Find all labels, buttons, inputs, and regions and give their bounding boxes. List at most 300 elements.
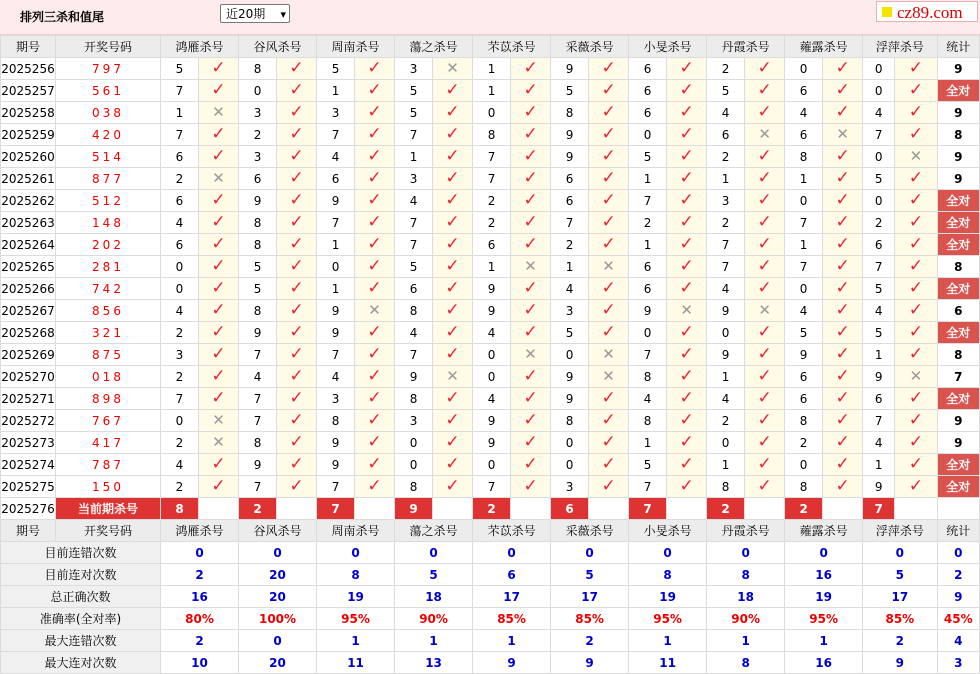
stat-cell: 全对	[937, 212, 979, 234]
check-icon: ✓	[211, 256, 226, 276]
check-icon: ✓	[211, 366, 226, 386]
kill-number-cell: 5	[239, 278, 277, 300]
kill-number-cell: 6	[863, 388, 895, 410]
kill-number-cell: 4	[395, 190, 433, 212]
header-row-2	[1, 520, 980, 542]
summary-value: 17	[551, 586, 629, 608]
empty-cell	[895, 498, 937, 520]
result-mark-cell	[667, 256, 707, 278]
draw-number-cell: 148	[56, 212, 161, 234]
result-mark-cell	[667, 278, 707, 300]
kill-number-cell: 8	[785, 146, 823, 168]
kill-number-cell: 3	[551, 476, 589, 498]
check-icon: ✓	[367, 410, 382, 430]
summary-value: 0	[707, 542, 785, 564]
kill-number-cell: 6	[473, 234, 511, 256]
column-header: 丹霞杀号	[707, 36, 785, 58]
check-icon: ✓	[523, 454, 538, 474]
check-icon: ✓	[211, 146, 226, 166]
table-row	[1, 124, 980, 146]
kill-number-cell: 9	[785, 344, 823, 366]
result-mark-cell	[355, 80, 395, 102]
check-icon: ✓	[757, 278, 772, 298]
table-row	[1, 58, 980, 80]
summary-value: 13	[395, 652, 473, 674]
table-row	[1, 300, 980, 322]
result-mark-cell	[895, 432, 937, 454]
check-icon: ✓	[679, 278, 694, 298]
result-mark-cell	[895, 476, 937, 498]
empty-cell	[589, 498, 629, 520]
column-header: 丹霞杀号	[707, 520, 785, 542]
check-icon: ✓	[679, 80, 694, 100]
result-mark-cell	[277, 212, 317, 234]
check-icon: ✓	[908, 344, 923, 364]
check-icon: ✓	[601, 212, 616, 232]
check-icon: ✓	[679, 432, 694, 452]
result-mark-cell	[511, 300, 551, 322]
kill-number-cell: 1	[317, 278, 355, 300]
kill-number-cell: 1	[473, 256, 511, 278]
result-mark-cell	[823, 212, 863, 234]
check-icon: ✓	[523, 168, 538, 188]
summary-value: 20	[239, 652, 317, 674]
kill-number-cell: 4	[863, 300, 895, 322]
summary-value: 18	[395, 586, 473, 608]
check-icon: ✓	[908, 80, 923, 100]
result-mark-cell	[823, 256, 863, 278]
result-mark-cell	[355, 388, 395, 410]
result-mark-cell	[895, 366, 937, 388]
issue-cell: 2025265	[1, 256, 56, 278]
result-mark-cell	[589, 102, 629, 124]
summary-label: 最大连错次数	[1, 630, 161, 652]
cross-icon: ✕	[909, 367, 923, 385]
check-icon: ✓	[835, 190, 850, 210]
kill-number-cell: 8	[239, 432, 277, 454]
result-mark-cell	[277, 432, 317, 454]
check-icon: ✓	[835, 476, 850, 496]
issue-cell: 2025274	[1, 454, 56, 476]
result-mark-cell	[745, 190, 785, 212]
table-row	[1, 454, 980, 476]
result-mark-cell	[277, 168, 317, 190]
result-mark-cell	[355, 300, 395, 322]
summary-value: 5	[551, 564, 629, 586]
draw-number-cell: 856	[56, 300, 161, 322]
result-mark-cell	[745, 124, 785, 146]
result-mark-cell	[823, 432, 863, 454]
draw-number-cell: 767	[56, 410, 161, 432]
result-mark-cell	[511, 58, 551, 80]
table-row	[1, 168, 980, 190]
check-icon: ✓	[679, 344, 694, 364]
check-icon: ✓	[601, 58, 616, 78]
summary-value: 4	[937, 630, 979, 652]
current-kill-number: 2	[473, 498, 511, 520]
result-mark-cell	[589, 124, 629, 146]
result-mark-cell	[589, 146, 629, 168]
kill-number-cell: 5	[161, 58, 199, 80]
result-mark-cell	[667, 80, 707, 102]
summary-value: 2	[863, 630, 937, 652]
check-icon: ✓	[679, 58, 694, 78]
result-mark-cell	[667, 344, 707, 366]
kill-number-cell: 6	[629, 80, 667, 102]
result-mark-cell	[589, 234, 629, 256]
check-icon: ✓	[679, 366, 694, 386]
check-icon: ✓	[367, 476, 382, 496]
result-mark-cell	[355, 278, 395, 300]
logo-square-icon	[882, 7, 892, 17]
result-mark-cell	[745, 234, 785, 256]
kill-number-cell: 4	[629, 388, 667, 410]
draw-number-cell: 877	[56, 168, 161, 190]
summary-value: 0	[161, 542, 239, 564]
draw-number-cell: 514	[56, 146, 161, 168]
check-icon: ✓	[289, 124, 304, 144]
result-mark-cell	[433, 212, 473, 234]
check-icon: ✓	[835, 344, 850, 364]
check-icon: ✓	[908, 190, 923, 210]
check-icon: ✓	[679, 322, 694, 342]
kill-number-cell: 6	[395, 278, 433, 300]
result-mark-cell	[511, 212, 551, 234]
cross-icon: ✕	[212, 103, 225, 121]
summary-value: 0	[785, 542, 863, 564]
result-mark-cell	[895, 58, 937, 80]
current-issue-cell: 2025276	[1, 498, 56, 520]
kill-number-cell: 3	[239, 146, 277, 168]
result-mark-cell	[433, 344, 473, 366]
result-mark-cell	[433, 58, 473, 80]
result-mark-cell	[199, 58, 239, 80]
kill-number-cell: 1	[629, 234, 667, 256]
check-icon: ✓	[289, 410, 304, 430]
column-header: 芣苡杀号	[473, 36, 551, 58]
result-mark-cell	[589, 476, 629, 498]
result-mark-cell	[199, 80, 239, 102]
result-mark-cell	[199, 124, 239, 146]
summary-value: 90%	[395, 608, 473, 630]
check-icon: ✓	[835, 58, 850, 78]
column-header: 期号	[1, 520, 56, 542]
stat-cell: 9	[937, 168, 979, 190]
check-icon: ✓	[835, 366, 850, 386]
check-icon: ✓	[211, 300, 226, 320]
check-icon: ✓	[445, 322, 460, 342]
result-mark-cell	[277, 300, 317, 322]
kill-number-cell: 8	[629, 366, 667, 388]
table-row	[1, 366, 980, 388]
result-mark-cell	[895, 234, 937, 256]
result-mark-cell	[277, 234, 317, 256]
result-mark-cell	[589, 212, 629, 234]
table-row	[1, 476, 980, 498]
check-icon: ✓	[757, 190, 772, 210]
kill-number-cell: 7	[395, 124, 433, 146]
kill-number-cell: 8	[785, 410, 823, 432]
kill-number-cell: 5	[707, 80, 745, 102]
summary-label: 准确率(全对率)	[1, 608, 161, 630]
stat-cell: 全对	[937, 388, 979, 410]
stat-cell: 全对	[937, 454, 979, 476]
check-icon: ✓	[757, 80, 772, 100]
summary-value: 0	[551, 542, 629, 564]
kill-number-cell: 6	[629, 58, 667, 80]
result-mark-cell	[667, 234, 707, 256]
current-kill-label: 当前期杀号	[56, 498, 161, 520]
kill-number-cell: 7	[161, 388, 199, 410]
kill-number-cell: 9	[863, 476, 895, 498]
result-mark-cell	[511, 476, 551, 498]
kill-number-cell: 1	[863, 344, 895, 366]
kill-number-cell: 7	[863, 124, 895, 146]
result-mark-cell	[667, 146, 707, 168]
stat-cell: 9	[937, 432, 979, 454]
summary-value: 8	[707, 652, 785, 674]
issue-cell: 2025257	[1, 80, 56, 102]
summary-value: 95%	[317, 608, 395, 630]
result-mark-cell	[589, 366, 629, 388]
result-mark-cell	[355, 256, 395, 278]
check-icon: ✓	[835, 146, 850, 166]
kill-number-cell: 9	[317, 190, 355, 212]
result-mark-cell	[745, 80, 785, 102]
check-icon: ✓	[835, 454, 850, 474]
kill-number-cell: 5	[395, 80, 433, 102]
summary-value: 19	[629, 586, 707, 608]
cross-icon: ✕	[524, 345, 537, 363]
check-icon: ✓	[679, 212, 694, 232]
result-mark-cell	[823, 146, 863, 168]
result-mark-cell	[433, 102, 473, 124]
issue-cell: 2025270	[1, 366, 56, 388]
draw-number-cell: 150	[56, 476, 161, 498]
kill-number-cell: 9	[551, 388, 589, 410]
check-icon: ✓	[523, 322, 538, 342]
summary-value: 9	[863, 652, 937, 674]
kill-number-cell: 4	[473, 322, 511, 344]
kill-number-cell: 8	[239, 58, 277, 80]
stat-cell: 全对	[937, 322, 979, 344]
check-icon: ✓	[445, 212, 460, 232]
period-select[interactable]	[220, 4, 290, 23]
summary-value: 2	[551, 630, 629, 652]
summary-value: 85%	[473, 608, 551, 630]
check-icon: ✓	[211, 322, 226, 342]
kill-number-cell: 5	[395, 102, 433, 124]
kill-number-cell: 0	[473, 102, 511, 124]
kill-number-cell: 2	[161, 168, 199, 190]
check-icon: ✓	[523, 278, 538, 298]
site-logo[interactable]	[876, 1, 978, 22]
summary-value: 16	[785, 652, 863, 674]
result-mark-cell	[823, 476, 863, 498]
summary-value: 8	[707, 564, 785, 586]
result-mark-cell	[433, 366, 473, 388]
result-mark-cell	[355, 190, 395, 212]
check-icon: ✓	[908, 454, 923, 474]
result-mark-cell	[511, 234, 551, 256]
result-mark-cell	[277, 102, 317, 124]
check-icon: ✓	[367, 58, 382, 78]
result-mark-cell	[895, 212, 937, 234]
kill-number-cell: 5	[629, 146, 667, 168]
check-icon: ✓	[523, 190, 538, 210]
cross-icon: ✕	[602, 257, 615, 275]
summary-value: 1	[317, 630, 395, 652]
kill-number-cell: 7	[395, 344, 433, 366]
check-icon: ✓	[679, 234, 694, 254]
kill-number-cell: 6	[785, 80, 823, 102]
result-mark-cell	[745, 168, 785, 190]
check-icon: ✓	[367, 212, 382, 232]
check-icon: ✓	[757, 212, 772, 232]
kill-number-cell: 8	[551, 102, 589, 124]
check-icon: ✓	[445, 102, 460, 122]
result-mark-cell	[511, 124, 551, 146]
check-icon: ✓	[679, 410, 694, 430]
draw-number-cell: 875	[56, 344, 161, 366]
kill-number-cell: 7	[707, 234, 745, 256]
kill-number-cell: 9	[473, 278, 511, 300]
cross-icon: ✕	[368, 301, 381, 319]
kill-number-cell: 9	[395, 366, 433, 388]
kill-number-cell: 7	[551, 212, 589, 234]
result-mark-cell	[511, 80, 551, 102]
stat-cell: 8	[937, 124, 979, 146]
result-mark-cell	[511, 454, 551, 476]
result-mark-cell	[199, 300, 239, 322]
kill-number-cell: 2	[785, 432, 823, 454]
kill-number-cell: 0	[551, 454, 589, 476]
result-mark-cell	[277, 58, 317, 80]
check-icon: ✓	[908, 168, 923, 188]
kill-number-cell: 7	[473, 146, 511, 168]
cross-icon: ✕	[602, 367, 615, 385]
cross-icon: ✕	[836, 125, 849, 143]
check-icon: ✓	[523, 234, 538, 254]
check-icon: ✓	[908, 410, 923, 430]
check-icon: ✓	[835, 102, 850, 122]
check-icon: ✓	[445, 476, 460, 496]
check-icon: ✓	[523, 80, 538, 100]
result-mark-cell	[895, 344, 937, 366]
stat-cell: 全对	[937, 80, 979, 102]
kill-number-cell: 1	[785, 168, 823, 190]
result-mark-cell	[433, 124, 473, 146]
kill-number-cell: 0	[239, 80, 277, 102]
column-header: 蕹露杀号	[785, 36, 863, 58]
kill-number-cell: 8	[629, 410, 667, 432]
kill-number-cell: 4	[707, 102, 745, 124]
stat-cell: 9	[937, 102, 979, 124]
result-mark-cell	[823, 410, 863, 432]
kill-number-cell: 7	[239, 476, 277, 498]
check-icon: ✓	[601, 102, 616, 122]
kill-number-cell: 0	[863, 58, 895, 80]
check-icon: ✓	[367, 388, 382, 408]
result-mark-cell	[355, 366, 395, 388]
stat-cell: 全对	[937, 476, 979, 498]
check-icon: ✓	[908, 432, 923, 452]
result-mark-cell	[667, 322, 707, 344]
stat-cell: 6	[937, 300, 979, 322]
summary-value: 1	[785, 630, 863, 652]
summary-value: 80%	[161, 608, 239, 630]
kill-number-cell: 8	[239, 212, 277, 234]
kill-number-cell: 4	[707, 278, 745, 300]
check-icon: ✓	[835, 80, 850, 100]
result-mark-cell	[511, 278, 551, 300]
summary-value: 18	[707, 586, 785, 608]
kill-number-cell: 0	[473, 366, 511, 388]
check-icon: ✓	[289, 366, 304, 386]
result-mark-cell	[745, 322, 785, 344]
stat-cell: 全对	[937, 278, 979, 300]
summary-value: 0	[395, 542, 473, 564]
result-mark-cell	[511, 322, 551, 344]
current-kill-number: 2	[785, 498, 823, 520]
result-mark-cell	[433, 476, 473, 498]
current-kill-number: 8	[161, 498, 199, 520]
kill-number-cell: 7	[239, 410, 277, 432]
kill-number-cell: 8	[395, 300, 433, 322]
check-icon: ✓	[289, 432, 304, 452]
kill-number-cell: 4	[785, 102, 823, 124]
result-mark-cell	[355, 58, 395, 80]
check-icon: ✓	[908, 212, 923, 232]
stat-cell: 9	[937, 410, 979, 432]
kill-number-cell: 3	[317, 102, 355, 124]
summary-value: 6	[473, 564, 551, 586]
summary-value: 5	[863, 564, 937, 586]
check-icon: ✓	[367, 454, 382, 474]
kill-number-cell: 9	[239, 190, 277, 212]
result-mark-cell	[511, 168, 551, 190]
kill-number-cell: 1	[863, 454, 895, 476]
kill-number-cell: 0	[395, 454, 433, 476]
result-mark-cell	[355, 234, 395, 256]
check-icon: ✓	[835, 322, 850, 342]
check-icon: ✓	[445, 432, 460, 452]
result-mark-cell	[589, 278, 629, 300]
summary-value: 17	[473, 586, 551, 608]
check-icon: ✓	[367, 124, 382, 144]
issue-cell: 2025273	[1, 432, 56, 454]
empty-cell	[277, 498, 317, 520]
result-mark-cell	[667, 388, 707, 410]
result-mark-cell	[355, 168, 395, 190]
kill-number-cell: 6	[629, 278, 667, 300]
kill-number-cell: 7	[785, 212, 823, 234]
result-mark-cell	[895, 278, 937, 300]
result-mark-cell	[277, 476, 317, 498]
column-header: 期号	[1, 36, 56, 58]
check-icon: ✓	[601, 388, 616, 408]
column-header: 统计	[937, 520, 979, 542]
kill-number-cell: 1	[161, 102, 199, 124]
cross-icon: ✕	[446, 59, 459, 77]
check-icon: ✓	[835, 168, 850, 188]
check-icon: ✓	[835, 278, 850, 298]
summary-row	[1, 608, 980, 630]
result-mark-cell	[745, 410, 785, 432]
kill-number-cell: 2	[707, 146, 745, 168]
summary-value: 1	[395, 630, 473, 652]
summary-value: 2	[161, 630, 239, 652]
